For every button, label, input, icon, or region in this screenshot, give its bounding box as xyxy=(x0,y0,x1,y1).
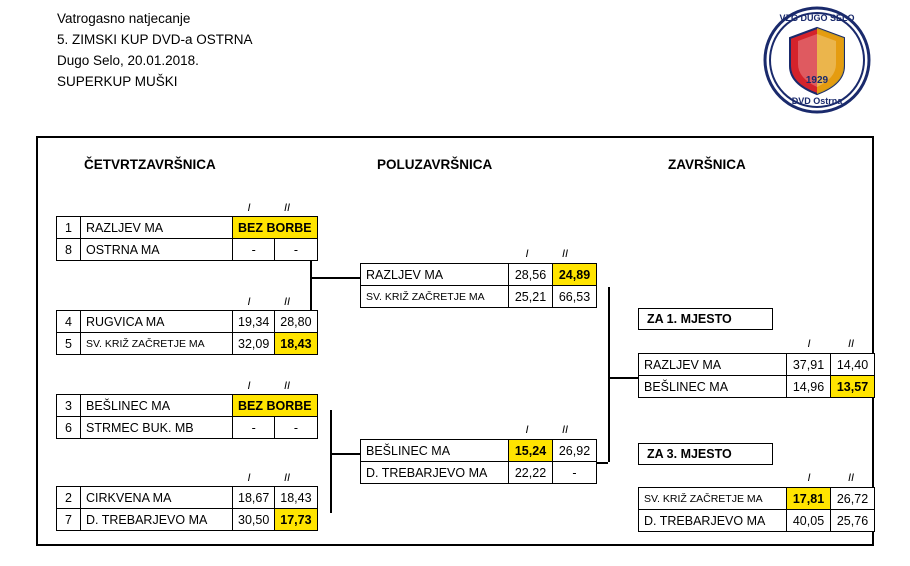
score-cell-second: 18,43 xyxy=(275,487,317,509)
score-cell-first: 18,67 xyxy=(233,487,275,509)
label-third-place: ZA 3. MJESTO xyxy=(638,443,773,465)
score-cell-first: 14,96 xyxy=(787,376,831,398)
team-name: SV. KRIŽ ZAČRETJE MA xyxy=(639,488,787,510)
score-cell-first: - xyxy=(233,239,275,261)
table-row xyxy=(57,333,318,355)
team-name: BEŠLINEC MA xyxy=(81,395,233,417)
table-row xyxy=(57,509,318,531)
connector-line xyxy=(597,462,608,464)
team-name: RAZLJEV MA xyxy=(81,217,233,239)
colhead-f1-I: I xyxy=(807,338,811,350)
match-final-1st xyxy=(638,353,875,398)
team-name: BEŠLINEC MA xyxy=(361,440,509,462)
seed-number: 3 xyxy=(57,395,81,417)
score-cell-first: 40,05 xyxy=(787,510,831,532)
colhead-qf4-I: I xyxy=(247,472,251,484)
table-row xyxy=(361,440,597,462)
header-line-cup: 5. ZIMSKI KUP DVD-a OSTRNA xyxy=(57,32,253,47)
seed-number: 7 xyxy=(57,509,81,531)
colhead-sf1-II: II xyxy=(561,248,569,260)
club-logo xyxy=(758,4,876,116)
team-name: SV. KRIŽ ZAČRETJE MA xyxy=(81,333,233,355)
table-row xyxy=(361,462,597,484)
score-cell-first: 17,81 xyxy=(787,488,831,510)
score-cell-second: 18,43 xyxy=(275,333,317,355)
round-title-quarterfinal: ČETVRTZAVRŠNICA xyxy=(84,157,216,172)
colhead-qf1-II: II xyxy=(283,202,291,214)
round-title-final: ZAVRŠNICA xyxy=(668,157,746,172)
match-final-3rd xyxy=(638,487,875,532)
colhead-qf3-II: II xyxy=(283,380,291,392)
table-row xyxy=(57,395,318,417)
table-row xyxy=(57,217,318,239)
table-row xyxy=(639,510,875,532)
connector-line xyxy=(330,410,332,453)
bye-cell: BEZ BORBE xyxy=(233,395,318,417)
score-cell-second: - xyxy=(275,417,317,439)
connector-line xyxy=(310,277,360,279)
score-cell-second: 14,40 xyxy=(831,354,875,376)
table-row xyxy=(57,311,318,333)
score-cell-first: 32,09 xyxy=(233,333,275,355)
colhead-qf1-I: I xyxy=(247,202,251,214)
bye-cell: BEZ BORBE xyxy=(233,217,318,239)
seed-number: 4 xyxy=(57,311,81,333)
score-cell-first: 25,21 xyxy=(509,286,553,308)
colhead-sf2-I: I xyxy=(525,424,529,436)
score-cell-first: 22,22 xyxy=(509,462,553,484)
colhead-f2-I: I xyxy=(807,472,811,484)
colhead-qf4-II: II xyxy=(283,472,291,484)
header-line-place-date: Dugo Selo, 20.01.2018. xyxy=(57,53,199,68)
match-sf-1 xyxy=(360,263,597,308)
team-name: OSTRNA MA xyxy=(81,239,233,261)
header-line-category: SUPERKUP MUŠKI xyxy=(57,74,178,89)
colhead-sf1-I: I xyxy=(525,248,529,260)
score-cell-second: - xyxy=(553,462,597,484)
label-first-place: ZA 1. MJESTO xyxy=(638,308,773,330)
colhead-qf2-II: II xyxy=(283,296,291,308)
team-name: STRMEC BUK. MB xyxy=(81,417,233,439)
score-cell-first: 15,24 xyxy=(509,440,553,462)
score-cell-second: 25,76 xyxy=(831,510,875,532)
event-header xyxy=(57,8,253,92)
table-row xyxy=(361,264,597,286)
seed-number: 2 xyxy=(57,487,81,509)
connector-line xyxy=(330,453,332,513)
team-name: D. TREBARJEVO MA xyxy=(361,462,509,484)
match-qf-3 xyxy=(56,394,318,439)
team-name: RAZLJEV MA xyxy=(639,354,787,376)
table-row xyxy=(57,417,318,439)
team-name: SV. KRIŽ ZAČRETJE MA xyxy=(361,286,509,308)
seed-number: 8 xyxy=(57,239,81,261)
seed-number: 6 xyxy=(57,417,81,439)
table-row xyxy=(57,487,318,509)
score-cell-first: 30,50 xyxy=(233,509,275,531)
match-qf-1 xyxy=(56,216,318,261)
colhead-f1-II: II xyxy=(847,338,855,350)
match-qf-4 xyxy=(56,486,318,531)
score-cell-second: - xyxy=(275,239,317,261)
match-qf-2 xyxy=(56,310,318,355)
match-sf-2 xyxy=(360,439,597,484)
score-cell-first: 28,56 xyxy=(509,264,553,286)
colhead-qf2-I: I xyxy=(247,296,251,308)
score-cell-second: 26,92 xyxy=(553,440,597,462)
colhead-f2-II: II xyxy=(847,472,855,484)
colhead-sf2-II: II xyxy=(561,424,569,436)
colhead-qf3-I: I xyxy=(247,380,251,392)
table-row xyxy=(361,286,597,308)
svg-text:VZG DUGO SELO: VZG DUGO SELO xyxy=(779,13,855,23)
score-cell-first: 19,34 xyxy=(233,311,275,333)
team-name: D. TREBARJEVO MA xyxy=(81,509,233,531)
score-cell-second: 28,80 xyxy=(275,311,317,333)
fire-brigade-emblem-icon xyxy=(758,4,876,116)
seed-number: 5 xyxy=(57,333,81,355)
table-row xyxy=(639,488,875,510)
svg-text:DVD Ostrna: DVD Ostrna xyxy=(791,96,843,106)
connector-line xyxy=(330,453,360,455)
header-line-competition: Vatrogasno natjecanje xyxy=(57,11,191,26)
score-cell-second: 13,57 xyxy=(831,376,875,398)
seed-number: 1 xyxy=(57,217,81,239)
team-name: RAZLJEV MA xyxy=(361,264,509,286)
score-cell-first: 37,91 xyxy=(787,354,831,376)
connector-line xyxy=(608,377,638,379)
score-cell-first: - xyxy=(233,417,275,439)
score-cell-second: 24,89 xyxy=(553,264,597,286)
team-name: RUGVICA MA xyxy=(81,311,233,333)
score-cell-second: 26,72 xyxy=(831,488,875,510)
svg-text:1929: 1929 xyxy=(805,75,829,86)
table-row xyxy=(57,239,318,261)
score-cell-second: 17,73 xyxy=(275,509,317,531)
team-name: BEŠLINEC MA xyxy=(639,376,787,398)
round-title-semifinal: POLUZAVRŠNICA xyxy=(377,157,493,172)
team-name: D. TREBARJEVO MA xyxy=(639,510,787,532)
team-name: CIRKVENA MA xyxy=(81,487,233,509)
table-row xyxy=(639,354,875,376)
connector-line xyxy=(608,287,610,462)
score-cell-second: 66,53 xyxy=(553,286,597,308)
table-row xyxy=(639,376,875,398)
